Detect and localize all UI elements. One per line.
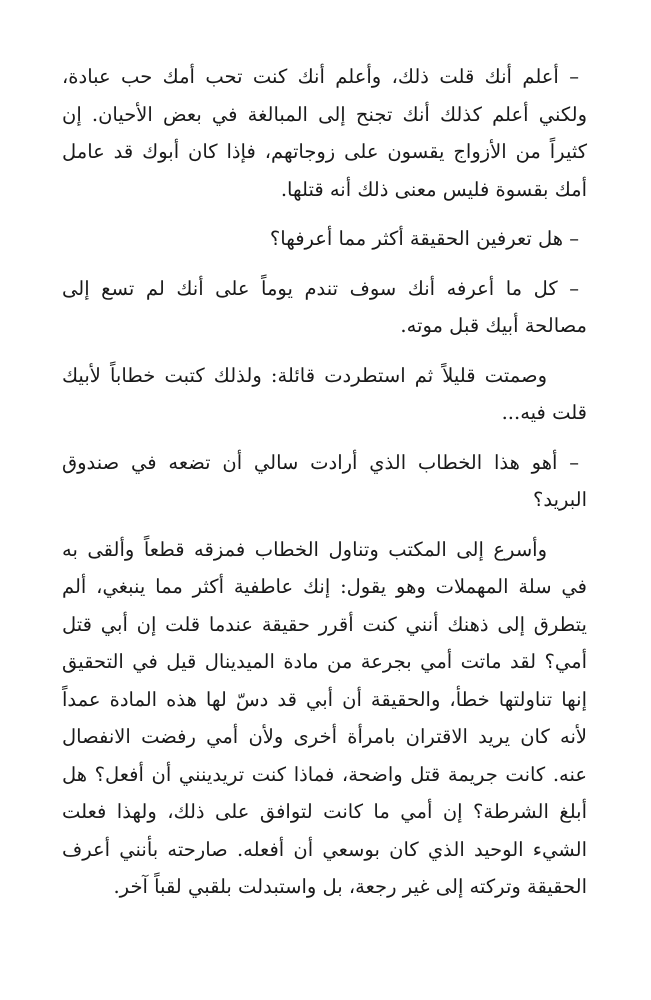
paragraph-narration: وأسرع إلى المكتب وتناول الخطاب فمزقه قطعاً وألقى به في سلة المهملات وهو يقول: إنك عاطفية أكثر مما ينبغي، ألم يتطرق إلى ذهنك أنني كنت أقرر حقيقة عندما قلت إن أبي قتل أمي؟ لقد ماتت أمي بجرعة من مادة الميدينال قيل في التحقيق إنها تناولتها خطأ، والحقيقة أن أبي قد دسّ لها هذه المادة عمداً لأنه كان يريد الاقتران بامرأة أخرى ولأن أمي رفضت الانفصال عنه. كانت جريمة قتل واضحة، فماذا كنت تريدينني أن أفعل؟ هل أبلغ الشرطة؟ إن أمي ما كانت لتوافق على ذلك، ولهذا فعلت الشيء الوحيد الذي كان بوسعي أن أفعله. صارحته بأنني أعرف الحقيقة وتركته إلى غير رجعة، بل واستبدلت بلقبي لقباً آخر. <box>62 537 587 898</box>
paragraph-narration: وصمتت قليلاً ثم استطردت قائلة: ولذلك كتبت خطاباً لأبيك قلت فيه... <box>62 363 587 424</box>
paragraph-dialogue: – أهو هذا الخطاب الذي أرادت سالي أن تضعه في صندوق البريد؟ <box>62 450 587 511</box>
paragraph-dialogue: – هل تعرفين الحقيقة أكثر مما أعرفها؟ <box>269 227 579 250</box>
book-page <box>62 58 587 918</box>
paragraph-dialogue: – أعلم أنك قلت ذلك، وأعلم أنك كنت تحب أمك حب عبادة، ولكني أعلم كذلك أنك تجنح إلى المبالغة في بعض الأحيان. إن كثيراً من الأزواج يقسون على زوجاتهم، فإذا كان أبوك قد عامل أمك بقسوة فليس معنى ذلك أنه قتلها. <box>62 65 587 201</box>
paragraph-dialogue: – كل ما أعرفه أنك سوف تندم يوماً على أنك لم تسع إلى مصالحة أبيك قبل موته. <box>62 276 587 337</box>
